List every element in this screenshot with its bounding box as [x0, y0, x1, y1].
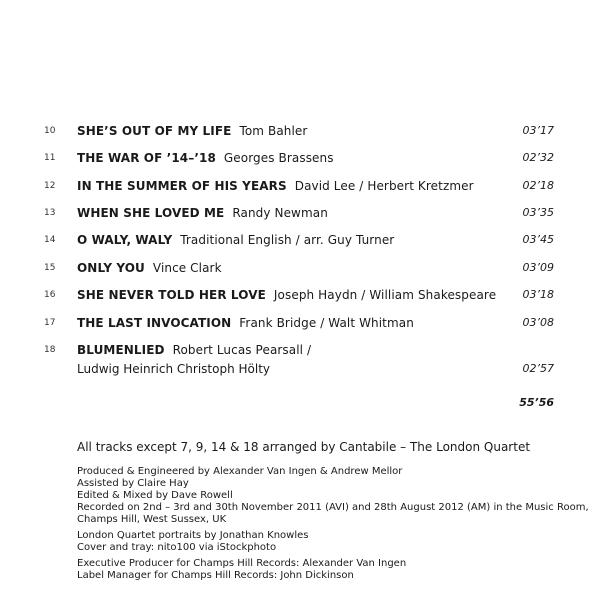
track-composer: Traditional English / arr. Guy Turner	[180, 233, 395, 247]
credit-cover: Cover and tray: nito100 via iStockphoto	[77, 542, 277, 553]
track-title	[77, 258, 222, 278]
track-number: 10	[44, 126, 56, 136]
track-number: 13	[44, 208, 56, 218]
track-row	[0, 340, 600, 360]
track-number: 15	[44, 263, 56, 273]
credits-block-1	[77, 466, 589, 526]
track-composer: Randy Newman	[232, 206, 328, 220]
track-title	[77, 340, 311, 360]
track-duration: 02’18	[522, 179, 554, 192]
total-duration: 55’56	[519, 396, 554, 409]
track-number: 17	[44, 318, 56, 328]
credit-recorded: Recorded on 2nd – 3rd and 30th November 2011 (AVI) and 28th August 2012 (AM) in the Music Room,	[77, 502, 589, 513]
track-composer: Tom Bahler	[239, 124, 308, 138]
track-title	[77, 176, 474, 196]
credits-block-2	[77, 530, 309, 554]
track-row	[0, 313, 600, 333]
track-row-continued	[0, 359, 600, 379]
track-row	[0, 258, 600, 278]
track-title-text: WHEN SHE LOVED ME	[77, 206, 225, 220]
track-row	[0, 285, 600, 305]
track-title	[77, 203, 328, 223]
track-number: 12	[44, 181, 56, 191]
track-number: 16	[44, 290, 56, 300]
arrangement-note: All tracks except 7, 9, 14 & 18 arranged by Cantabile – The London Quartet	[77, 440, 531, 454]
track-title-text: THE LAST INVOCATION	[77, 316, 232, 330]
track-composer: Joseph Haydn / William Shakespeare	[273, 288, 497, 302]
track-title-text: ONLY YOU	[77, 261, 145, 275]
track-row	[0, 148, 600, 168]
track-duration: 03’17	[522, 124, 554, 137]
track-title-text: IN THE SUMMER OF HIS YEARS	[77, 179, 287, 193]
track-title	[77, 121, 307, 141]
track-row	[0, 121, 600, 141]
track-row	[0, 176, 600, 196]
track-duration: 02’57	[522, 362, 554, 375]
track-title-text: THE WAR OF ’14–’18	[77, 151, 216, 165]
track-composer: Vince Clark	[152, 261, 222, 275]
track-title	[77, 285, 496, 305]
track-composer-line2: Ludwig Heinrich Christoph Hölty	[77, 362, 271, 376]
track-duration: 03’45	[522, 233, 554, 246]
track-row	[0, 230, 600, 250]
track-title	[77, 230, 394, 250]
track-composer: Frank Bridge / Walt Whitman	[239, 316, 414, 330]
track-number: 18	[44, 345, 56, 355]
track-composer: Robert Lucas Pearsall /	[172, 343, 312, 357]
track-composer: David Lee / Herbert Kretzmer	[294, 179, 474, 193]
credit-portraits: London Quartet portraits by Jonathan Knowles	[77, 530, 309, 541]
track-row	[0, 203, 600, 223]
track-number: 11	[44, 153, 56, 163]
track-title-text: O WALY, WALY	[77, 233, 173, 247]
track-duration: 03’35	[522, 206, 554, 219]
credit-exec-producer: Executive Producer for Champs Hill Records: Alexander Van Ingen	[77, 558, 407, 569]
credit-produced: Produced & Engineered by Alexander Van Ingen & Andrew Mellor	[77, 466, 403, 477]
track-title-text: SHE’S OUT OF MY LIFE	[77, 124, 232, 138]
credit-label-manager: Label Manager for Champs Hill Records: John Dickinson	[77, 570, 354, 581]
credit-edited: Edited & Mixed by Dave Rowell	[77, 490, 233, 501]
track-number: 14	[44, 235, 56, 245]
track-title-text: BLUMENLIED	[77, 343, 165, 357]
track-title	[77, 313, 414, 333]
track-duration: 03’08	[522, 316, 554, 329]
track-composer: Georges Brassens	[223, 151, 334, 165]
track-duration: 03’09	[522, 261, 554, 274]
credit-recorded-location: Champs Hill, West Sussex, UK	[77, 514, 227, 525]
credits-block-3	[77, 558, 406, 582]
track-title	[77, 148, 334, 168]
credit-assisted: Assisted by Claire Hay	[77, 478, 189, 489]
track-duration: 02’32	[522, 151, 554, 164]
track-duration: 03’18	[522, 288, 554, 301]
track-title-text: SHE NEVER TOLD HER LOVE	[77, 288, 266, 302]
